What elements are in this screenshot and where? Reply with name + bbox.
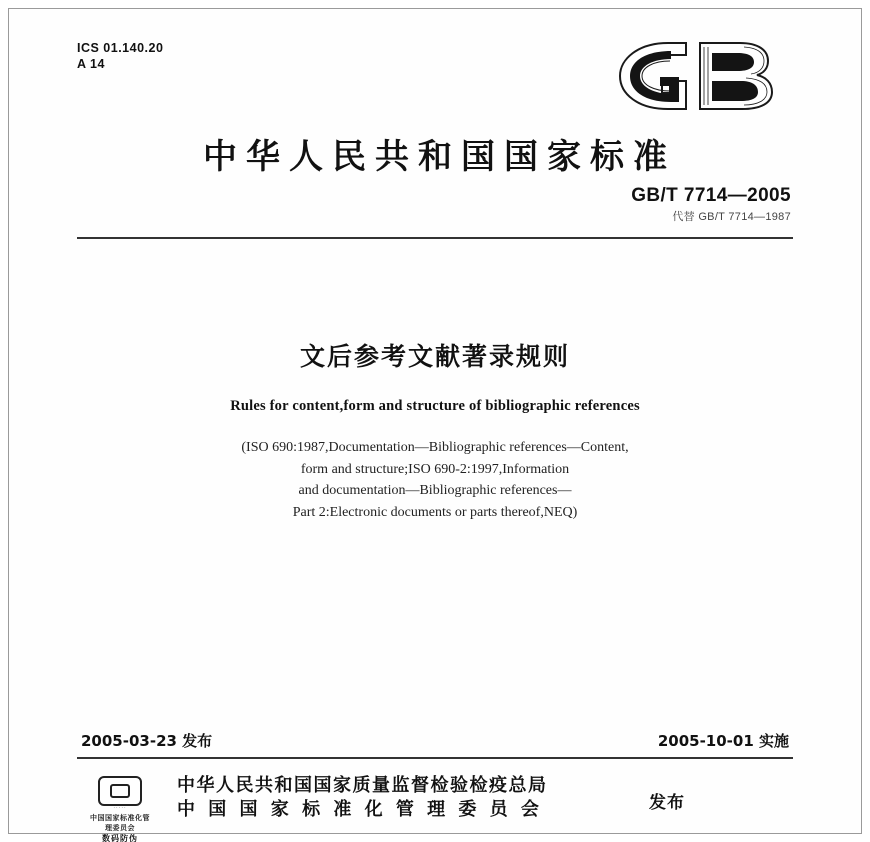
document-title-english: Rules for content,form and structure of bibliographic references — [230, 398, 640, 414]
national-standard-title: 中华人民共和国国家标准 — [203, 137, 676, 177]
header-divider — [77, 237, 793, 239]
source-note-line: (ISO 690:1987,Documentation—Bibliographic references—Content, — [241, 440, 629, 455]
issuer-line-1: 中华人民共和国国家质量监督检验检疫总局 — [177, 775, 548, 796]
page-border — [8, 8, 862, 842]
ics-classification-block — [77, 41, 163, 72]
effective-date: 2005-10-01 实施 — [657, 732, 789, 750]
classification-code: A 14 — [77, 56, 105, 71]
issuing-authorities — [177, 774, 548, 823]
emblem-label-bottom: 数码防伪 — [102, 834, 138, 842]
source-note-line: form and structure;ISO 690-2:1997,Information — [300, 461, 570, 477]
issue-date: 2005-03-23 发布 — [81, 732, 213, 750]
emblem-label-top: 中国国家标准化管理委员会 — [90, 814, 150, 832]
footer-divider — [77, 757, 793, 759]
issuer-line-2: 中 国 国 家 标 准 化 管 理 委 员 会 — [177, 799, 543, 821]
ics-code: ICS 01.140.20 — [77, 41, 164, 55]
source-note-line: and documentation—Bibliographic references— — [298, 483, 572, 499]
issue-verb: 发布 — [649, 793, 685, 813]
emblem-dots: ····· — [113, 806, 127, 811]
document-title-chinese: 文后参考文献著录规则 — [299, 342, 570, 371]
emblem-ring-icon — [98, 776, 142, 806]
source-standard-note — [129, 437, 741, 524]
anti-counterfeit-emblem-icon — [89, 772, 151, 842]
standard-number: GB/T 7714—2005 — [631, 185, 791, 206]
source-note-line: Part 2:Electronic documents or parts thereof,NEQ) — [292, 505, 578, 521]
gb-logo — [608, 37, 793, 115]
standard-replaces: 代替 GB/T 7714—1987 — [672, 211, 791, 223]
